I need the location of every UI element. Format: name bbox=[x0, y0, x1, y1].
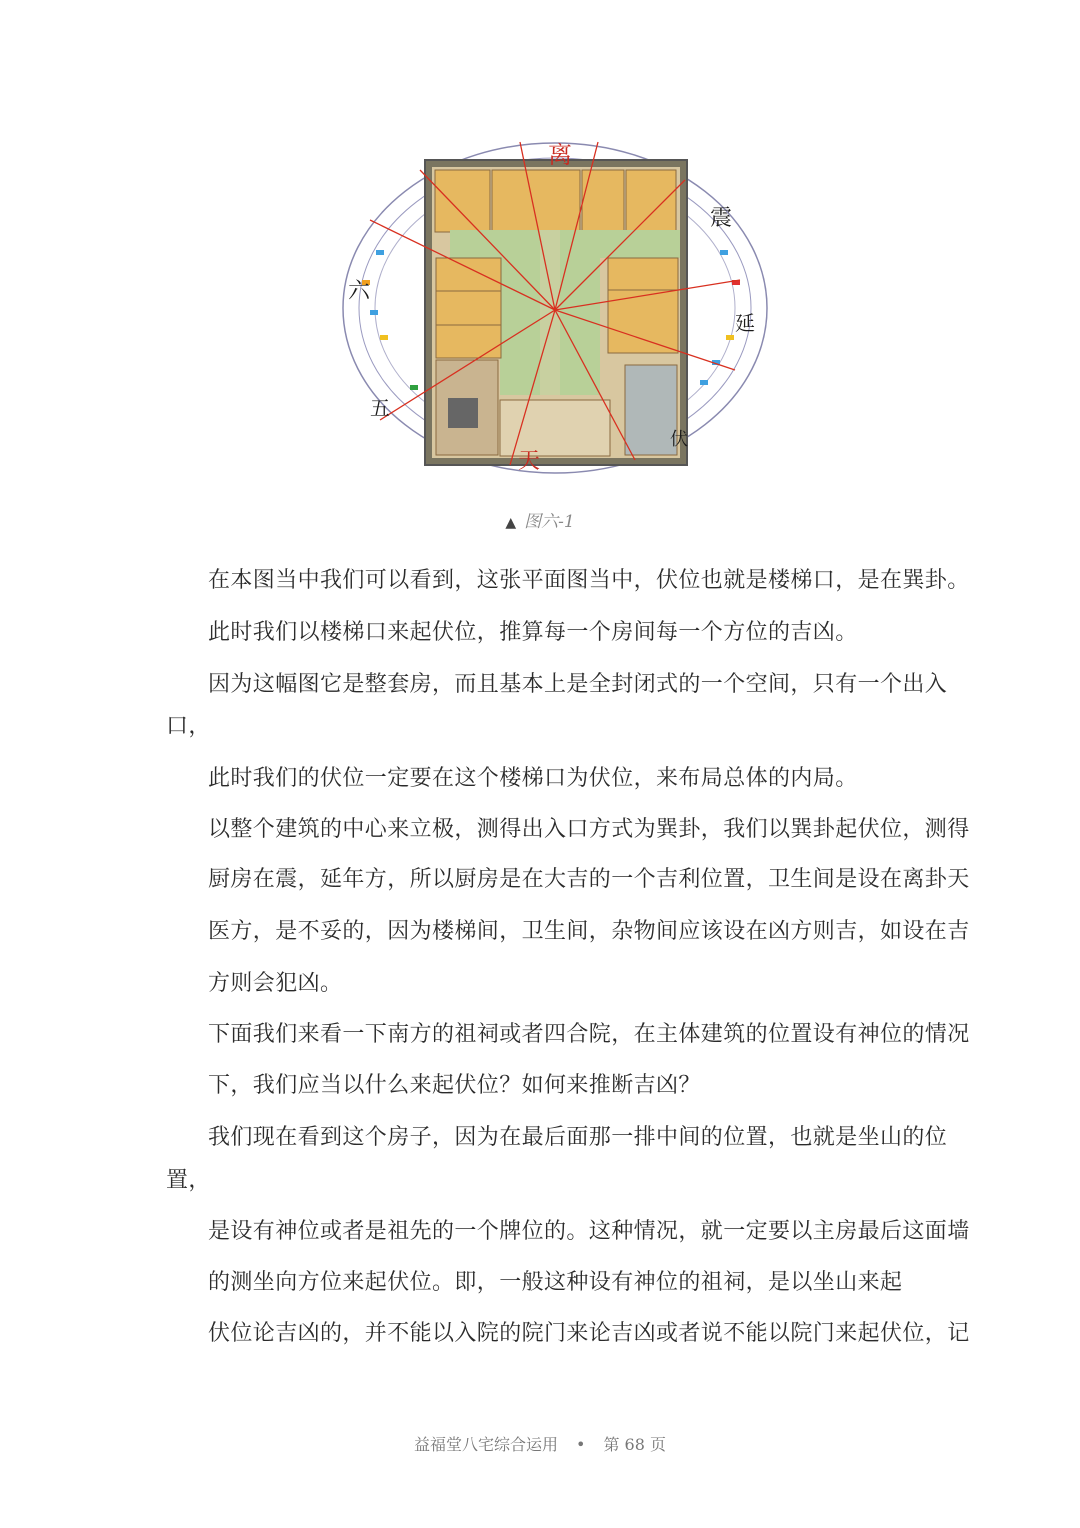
paragraph-line: 我们现在看到这个房子，因为在最后面那一排中间的位置，也就是坐山的位 bbox=[208, 1125, 948, 1150]
label-left-low: 五 bbox=[370, 396, 390, 420]
paragraph-line: 口， bbox=[166, 714, 211, 739]
label-left-mid: 六 bbox=[348, 279, 371, 304]
paragraph-line: 方则会犯凶。 bbox=[208, 971, 343, 996]
paragraph-line: 在本图当中我们可以看到，这张平面图当中，伏位也就是楼梯口，是在巽卦。 bbox=[208, 568, 970, 593]
floor-plan-figure bbox=[340, 130, 770, 475]
triangle-icon: ▲ bbox=[505, 515, 517, 531]
paragraph-line: 下，我们应当以什么来起伏位？如何来推断吉凶？ bbox=[208, 1073, 701, 1098]
figure-caption bbox=[0, 507, 1080, 532]
page-number: 第 68 页 bbox=[603, 1435, 666, 1454]
paragraph-line: 以整个建筑的中心来立极，测得出入口方式为巽卦，我们以巽卦起伏位，测得 bbox=[208, 817, 970, 842]
page-footer bbox=[0, 1432, 1080, 1455]
label-bottom: 天 bbox=[518, 449, 541, 474]
footer-title: 益福堂八宅综合运用 bbox=[414, 1435, 559, 1454]
paragraph-line: 因为这幅图它是整套房，而且基本上是全封闭式的一个空间，只有一个出入 bbox=[208, 672, 948, 697]
paragraph-line: 的测坐向方位来起伏位。即，一般这种设有神位的祖祠，是以坐山来起 bbox=[208, 1270, 903, 1295]
paragraph-line: 此时我们的伏位一定要在这个楼梯口为伏位，来布局总体的内局。 bbox=[208, 766, 858, 791]
label-right-top: 震 bbox=[710, 206, 733, 231]
paragraph-line: 置， bbox=[166, 1168, 211, 1193]
paragraph-line: 伏位论吉凶的，并不能以入院的院门来论吉凶或者说不能以院门来起伏位，记 bbox=[208, 1321, 970, 1346]
label-top: 离 bbox=[548, 141, 572, 169]
paragraph-line: 厨房在震，延年方，所以厨房是在大吉的一个吉利位置，卫生间是设在离卦天 bbox=[208, 867, 970, 892]
label-right-mid: 延 bbox=[735, 311, 755, 335]
caption-text: 图六-1 bbox=[524, 512, 575, 532]
paragraph-line: 下面我们来看一下南方的祖祠或者四合院，在主体建筑的位置设有神位的情况 bbox=[208, 1022, 970, 1047]
paragraph-line: 此时我们以楼梯口来起伏位，推算每一个房间每一个方位的吉凶。 bbox=[208, 620, 858, 645]
paragraph-line: 医方，是不妥的，因为楼梯间，卫生间，杂物间应该设在凶方则吉，如设在吉 bbox=[208, 919, 970, 944]
footer-separator: • bbox=[576, 1435, 586, 1454]
label-right-low: 伏 bbox=[670, 429, 688, 450]
paragraph-line: 是设有神位或者是祖先的一个牌位的。这种情况，就一定要以主房最后这面墙 bbox=[208, 1219, 970, 1244]
